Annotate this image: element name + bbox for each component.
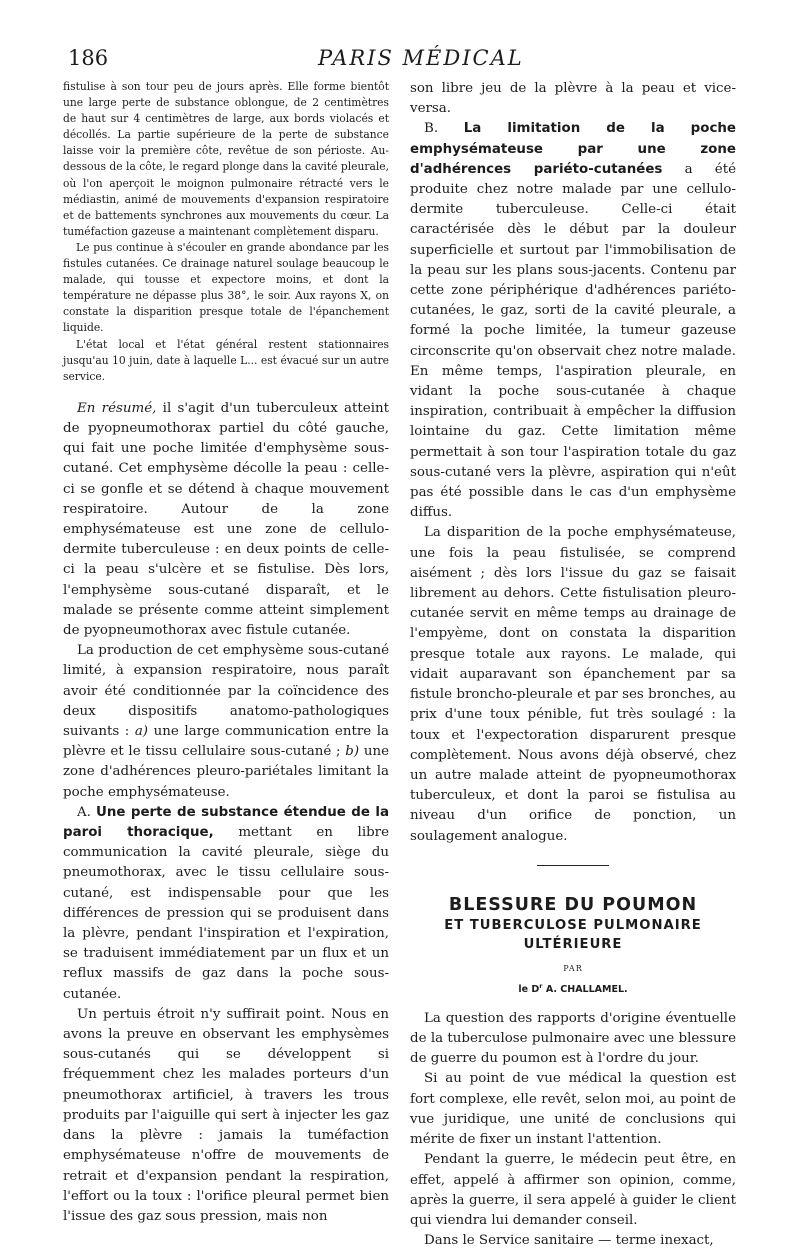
article-paragraph: Dans le Service sanitaire — terme inexact, xyxy=(424,1233,714,1249)
continuation-paragraph: son libre jeu de la plèvre à la peau et vice-versa. xyxy=(410,81,736,117)
article-paragraph: Pendant la guerre, le médecin peut être, en effet, appelé à affirmer son opinion, comme, après la guerre, il sera appelé à guider le client qui viendra lui demander conseil. xyxy=(410,1152,736,1228)
production-paragraph: La production de cet emphysème sous-cutané limité, à expansion respiratoire, nous paraît avoir été conditionnée par la coïncidence des deux dispositifs anatomo-pathologiques suivants : a) une large communication entre la plèvre et le tissu cellulaire sous-cutané ; b) une zone d'adhérences pleuro-pariétales limitant la poche emphysémateuse. xyxy=(63,643,389,800)
section-a-paragraph: A. Une perte de substance étendue de la paroi thoracique, mettant en libre communication la cavité pleurale, siège du pneumothorax, avec le tissu cellulaire sous-cutané, est indispensable pour que les différences de pression qui se produisent dans la plèvre, pendant l'inspiration et l'expiration, se traduisent immédiatement par un flux et un reflux massifs de gaz dans la poche sous-cutanée. xyxy=(63,804,390,1002)
item-marker-b: b) xyxy=(345,744,360,760)
section-b-paragraph: B. La limitation de la poche emphysémateuse par une zone d'adhérences pariéto-cutanées a été produite chez notre malade par une cellulo-dermite tuberculeuse. Celle-ci était caractérisée dès le début par la douleur superficielle et surtout par l'immobilisation de la peau sur les plans sous-jacents. Contenu par cette zone périphérique d'adhérences pariéto-cutanées, le gaz, sorti de la cavité pleurale, a formé la poche limitée, la tumeur gazeuse circonscrite qu'on observait chez notre malade. En même temps, l'aspiration pleurale, en vidant la poche sous-cutanée à chaque inspiration, contribuait à empêcher la diffusion lointaine du gaz. Cette limitation même permettait à son tour l'aspiration totale du gaz sous-cutané vers la plèvre, aspiration qui n'eût pas été possible dans le cas d'un emphysème diffus. xyxy=(410,121,737,521)
case-note-paragraph: Le pus continue à s'écouler en grande abondance par les fistules cutanées. Ce drainage naturel soulage beaucoup le malade, qui tousse et expectore moins, et dont la température ne dépasse plus 38°, le soir. Aux rayons X, on constate la disparition presque totale de l'épanchement liquide. xyxy=(63,240,389,335)
summary-text: il s'agit d'un tuberculeux atteint de pyopneumothorax partiel du côté gauche, qui fait une poche limitée d'emphysème sous-cutané. Cet emphysème décolle la peau : celle-ci se gonfle et se détend à chaque mouvement respiratoire. Autour de la zone emphysémateuse est une zone de cellulo-dermite tuberculeuse : en deux points de celle-ci la peau s'ulcère et se fistulise. Dès lors, l'emphysème sous-cutané disparaît, et le malade se présente comme atteint simplement de pyopneumothorax avec fistule cutanée. xyxy=(63,400,389,639)
section-divider xyxy=(537,865,609,866)
running-title: PARIS MÉDICAL xyxy=(318,46,524,70)
section-a-letter: A. xyxy=(77,804,96,820)
article-subtitle: ET TUBERCULOSE PULMONAIRE xyxy=(444,917,702,933)
article-paragraph: La question des rapports d'origine éventuelle de la tuberculose pulmonaire avec une blessure de guerre du poumon est à l'ordre du jour. xyxy=(410,1010,736,1067)
author: le $D^r$ A. CHALLAMEL. xyxy=(518,981,628,995)
summary-lead: En résumé, xyxy=(77,400,157,416)
pertuis-paragraph: Un pertuis étroit n'y suffirait point. Nous en avons la preuve en observant les emphysèmes sous-cutanés qui se développent si fréquemment chez les malades porteurs d'un pneumothorax artificiel, à travers les trous produits par l'aiguille qui sert à injecter les gaz dans la plèvre : jamais la tuméfaction emphysémateuse n'offre de mouvements de retrait et d'expansion pendant la respiration, l'effort ou la toux : l'orifice pleural permet bien l'issue des gaz sous pression, mais non xyxy=(63,1006,389,1224)
page-number: 186 xyxy=(68,46,109,70)
case-note-paragraph: L'état local et l'état général restent stationnaires jusqu'au 10 juin, date à laquelle L... est évacué sur un autre service. xyxy=(63,337,389,383)
left-column xyxy=(63,79,389,1227)
disparition-paragraph: La disparition de la poche emphysémateuse, une fois la peau fistulisée, se comprend aisément ; dès lors l'issue du gaz se faisait librement au dehors. Cette fistulisation pleuro-cutanée servit en même temps au drainage de l'empyème, dont on constata la disparition presque totale aux rayons. Le malade, qui vidait auparavant son épanchement par sa fistule broncho-pleurale et par ses bronches, au prix d'une toux pénible, fut très soulagé : la toux et l'expectoration disparurent presque complètement. Nous avons déjà observé, chez un autre malade atteint de pyopneumothorax tuberculeux, et dont la paroi se fistulisa au niveau d'un orifice de ponction, un soulagement analogue. xyxy=(410,525,736,844)
byline-par: PAR xyxy=(563,963,583,973)
section-b-heading: La limitation de la poche emphysémateuse par une zone d'adhérences pariéto-cutanées xyxy=(410,121,737,177)
section-b-letter: B. xyxy=(424,121,464,137)
article-paragraph: Si au point de vue médical la question est fort complexe, elle revêt, selon moi, au point de vue juridique, une unité de conclusions qui mérite de fixer un instant l'attention. xyxy=(410,1071,736,1148)
article-subtitle-2: ULTÉRIEURE xyxy=(523,936,623,952)
section-a-heading: Une perte de substance étendue de la paroi thoracique, xyxy=(63,804,389,841)
right-column xyxy=(410,79,736,1251)
summary-paragraph xyxy=(63,399,389,641)
case-note-paragraph: fistulise à son tour peu de jours après. Elle forme bientôt une large perte de substance oblongue, de 2 centimètres de haut sur 4 centimètres de large, aux bords violacés et décollés. La partie supérieure de la perte de substance laisse voir la première côte, revêtue de son périoste. Au-dessous de la côte, le regard plonge dans la cavité pleurale, où l'on aperçoit le moignon pulmonaire rétracté vers le médiastin, animé de mouvements d'expansion respiratoire et de battements synchrones aux mouvements du cœur. La tuméfaction gazeuse a maintenant complètement disparu. xyxy=(63,80,389,238)
article-title: BLESSURE DU POUMON xyxy=(448,894,698,915)
item-marker-a: a) xyxy=(134,724,149,740)
